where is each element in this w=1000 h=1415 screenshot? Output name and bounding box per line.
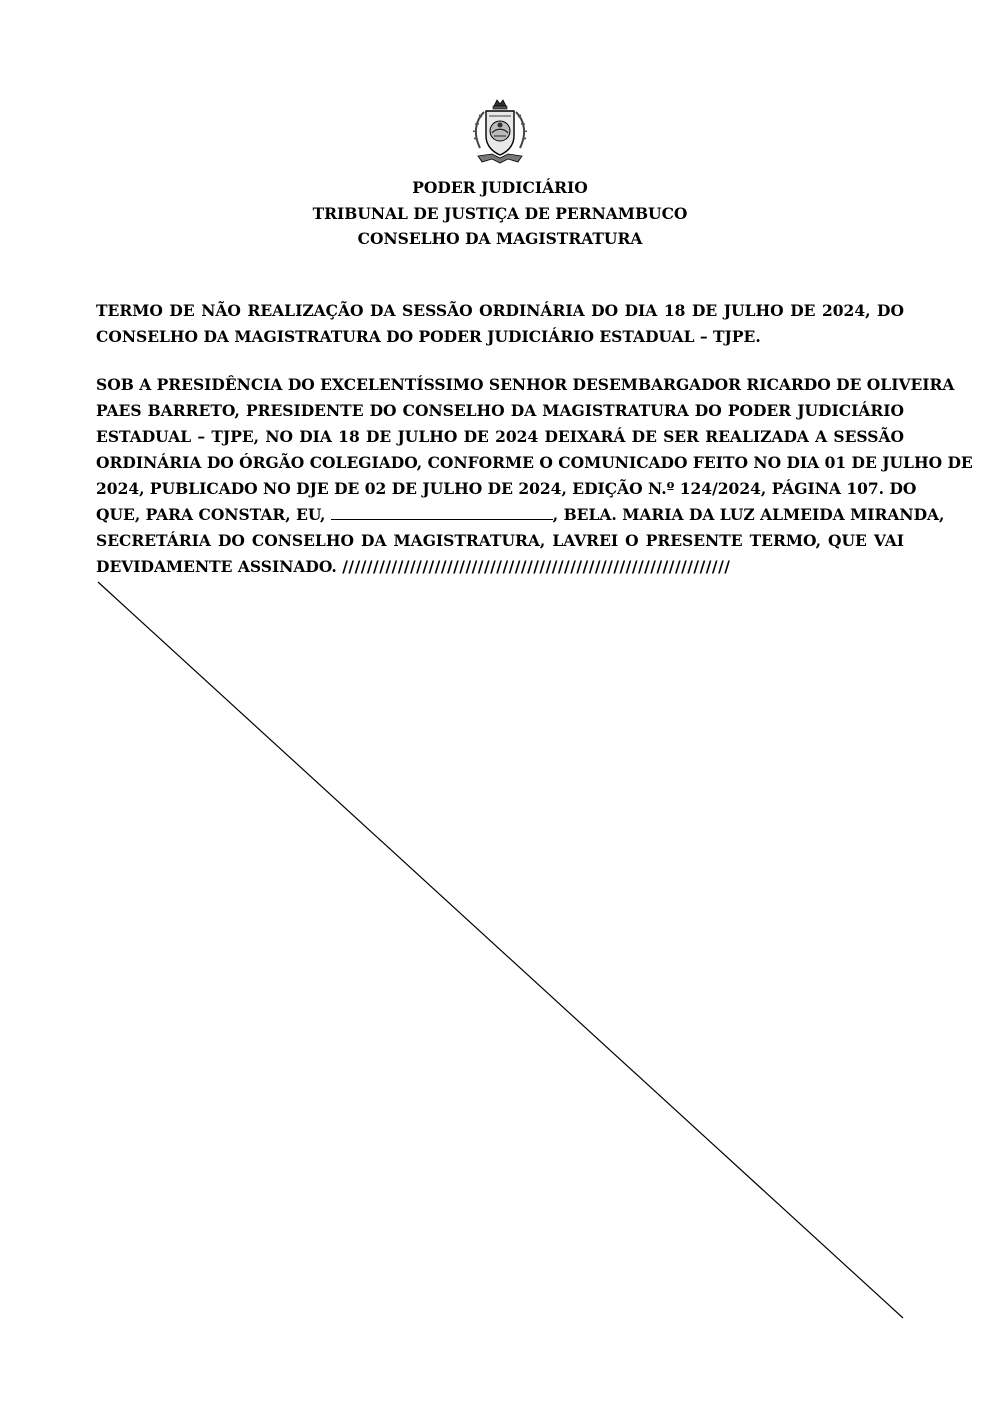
body-text-before-blank: QUE, PARA CONSTAR, EU, — [96, 505, 326, 524]
body-line: ESTADUAL – TJPE, NO DIA 18 DE JULHO DE 2024 DEIXARÁ DE SER REALIZADA A SESSÃO — [96, 427, 904, 446]
body-line: SECRETÁRIA DO CONSELHO DA MAGISTRATURA, LAVREI O PRESENTE TERMO, QUE VAI — [96, 531, 904, 550]
slash-filler: /////////////////////////////////////////////////////////////// — [342, 557, 731, 576]
title-line: TERMO DE NÃO REALIZAÇÃO DA SESSÃO ORDINÁRIA DO DIA 18 DE JULHO DE 2024, DO — [96, 301, 904, 320]
signature-blank — [331, 505, 553, 520]
header-council-name: CONSELHO DA MAGISTRATURA — [357, 229, 643, 248]
body-text-after-blank: , BELA. MARIA DA LUZ ALMEIDA MIRANDA, — [552, 505, 945, 524]
header-power-judiciary: PODER JUDICIÁRIO — [412, 178, 588, 197]
body-line-signature — [96, 502, 945, 528]
body-closing-text: DEVIDAMENTE ASSINADO. — [96, 557, 337, 576]
document-body — [96, 372, 973, 580]
body-line: SOB A PRESIDÊNCIA DO EXCELENTÍSSIMO SENHOR DESEMBARGADOR RICARDO DE OLIVEIRA — [96, 375, 955, 394]
document-header — [0, 175, 1000, 252]
document-title — [96, 298, 904, 350]
body-line: 2024, PUBLICADO NO DJE DE 02 DE JULHO DE 2024, EDIÇÃO N.º 124/2024, PÁGINA 107. DO — [96, 479, 917, 498]
header-court-name: TRIBUNAL DE JUSTIÇA DE PERNAMBUCO — [312, 203, 688, 223]
body-line: PAES BARRETO, PRESIDENTE DO CONSELHO DA MAGISTRATURA DO PODER JUDICIÁRIO — [96, 401, 904, 420]
body-line-final — [96, 554, 904, 580]
coat-of-arms-icon — [470, 98, 530, 166]
body-line: ORDINÁRIA DO ÓRGÃO COLEGIADO, CONFORME O COMUNICADO FEITO NO DIA 01 DE JULHO DE — [96, 453, 973, 472]
title-line: CONSELHO DA MAGISTRATURA DO PODER JUDICIÁRIO ESTADUAL – TJPE. — [96, 327, 761, 346]
